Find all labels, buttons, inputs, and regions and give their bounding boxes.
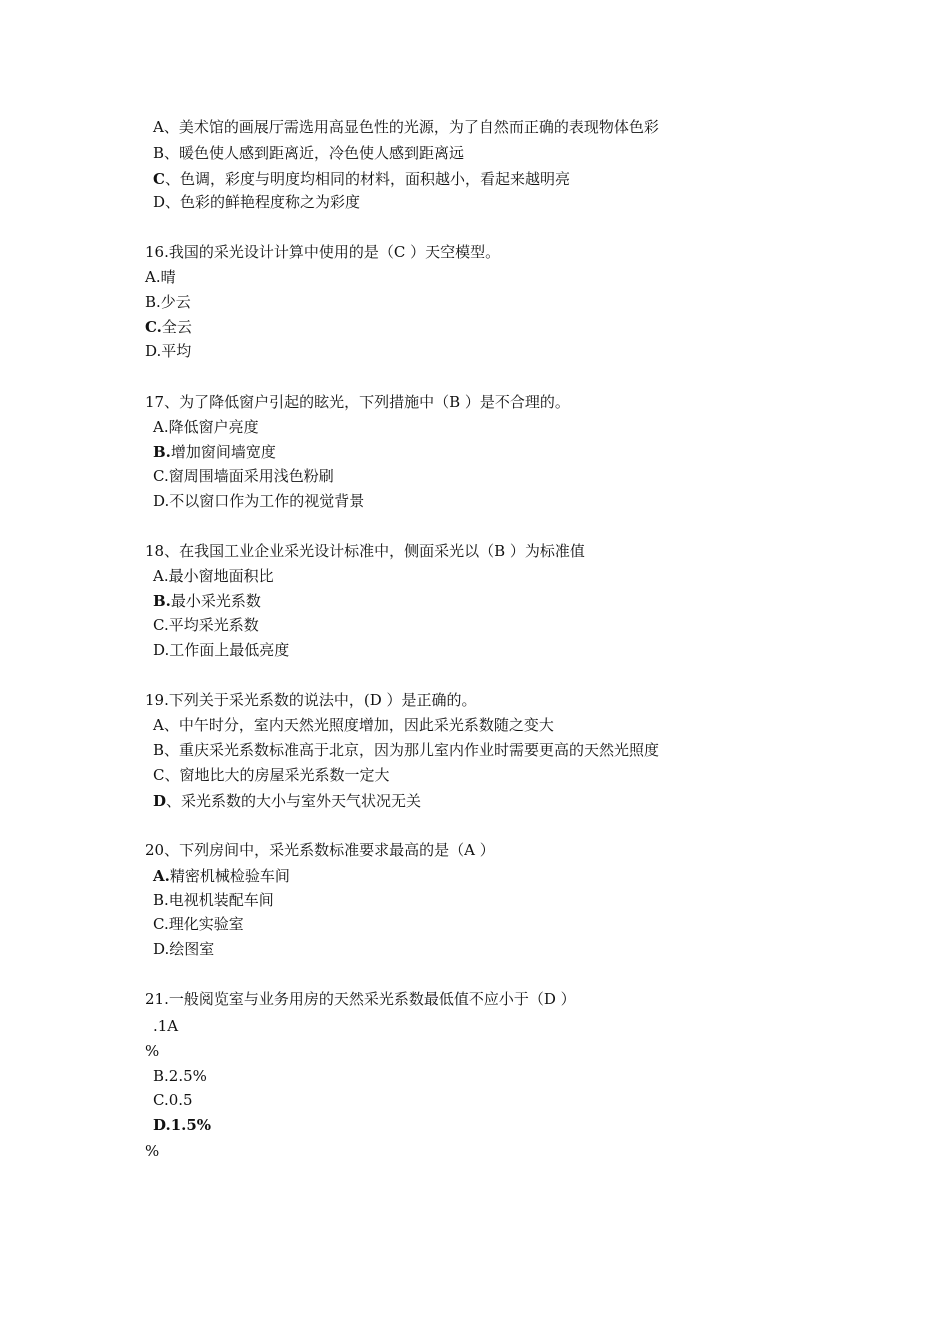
q17-question: 17、为了降低窗户引起的眩光，下列措施中（B ）是不合理的。	[145, 393, 570, 411]
q18-option-b: B.最小采光系数	[153, 592, 261, 610]
q21-option-d: D.1.5%	[153, 1116, 212, 1134]
q15-option-b: B、暖色使人感到距离近，冷色使人感到距离远	[153, 144, 465, 162]
q20-option-d: D.绘图室	[153, 940, 215, 958]
q19-option-d: D、采光系数的大小与室外天气状况无关	[153, 792, 422, 810]
q19-option-c: C、窗地比大的房屋采光系数一定大	[153, 766, 390, 784]
q21-option-c: C.0.5	[153, 1091, 193, 1109]
q18-question: 18、在我国工业企业采光设计标准中，侧面采光以（B ）为标准值	[145, 542, 585, 560]
q16-option-b: B.少云	[145, 293, 191, 311]
q15-option-d: D、色彩的鲜艳程度称之为彩度	[153, 193, 361, 211]
q16-option-a: A.晴	[145, 268, 176, 286]
q20-option-c: C.理化实验室	[153, 915, 244, 933]
q15-option-c: C、色调，彩度与明度均相同的材料，面积越小，看起来越明亮	[153, 170, 570, 188]
q17-option-b: B.增加窗间墙宽度	[153, 443, 276, 461]
q21-line-6: %	[145, 1142, 160, 1160]
q16-option-c: C.全云	[145, 318, 192, 336]
q19-option-b: B、重庆采光系数标准高于北京，因为那儿室内作业时需要更高的天然光照度	[153, 741, 660, 759]
q19-question: 19.下列关于采光系数的说法中，(D ）是正确的。	[145, 691, 477, 709]
q18-option-c: C.平均采光系数	[153, 616, 259, 634]
q17-option-a: A.降低窗户亮度	[153, 418, 259, 436]
q20-option-a: A.精密机械检验车间	[153, 867, 290, 885]
q18-option-d: D.工作面上最低亮度	[153, 641, 290, 659]
q16-option-d: D.平均	[145, 342, 192, 360]
q21-option-b: B.2.5%	[153, 1067, 207, 1085]
q21-line-1: .1A	[153, 1017, 179, 1035]
q21-line-2: %	[145, 1042, 160, 1060]
q15-option-a: A、美术馆的画展厅需选用高显色性的光源，为了自然而正确的表现物体色彩	[153, 118, 659, 136]
q16-question: 16.我国的采光设计计算中使用的是（C ）天空模型。	[145, 243, 501, 261]
q20-option-b: B.电视机装配车间	[153, 891, 274, 909]
q19-option-a: A、中午时分，室内天然光照度增加，因此采光系数随之变大	[153, 716, 554, 734]
q17-option-c: C.窗周围墙面采用浅色粉刷	[153, 467, 334, 485]
q21-question: 21.一般阅览室与业务用房的天然采光系数最低值不应小于（D ）	[145, 990, 576, 1008]
q17-option-d: D.不以窗口作为工作的视觉背景	[153, 492, 365, 510]
q20-question: 20、下列房间中，采光系数标准要求最高的是（A ）	[145, 841, 495, 859]
q18-option-a: A.最小窗地面积比	[153, 567, 274, 585]
